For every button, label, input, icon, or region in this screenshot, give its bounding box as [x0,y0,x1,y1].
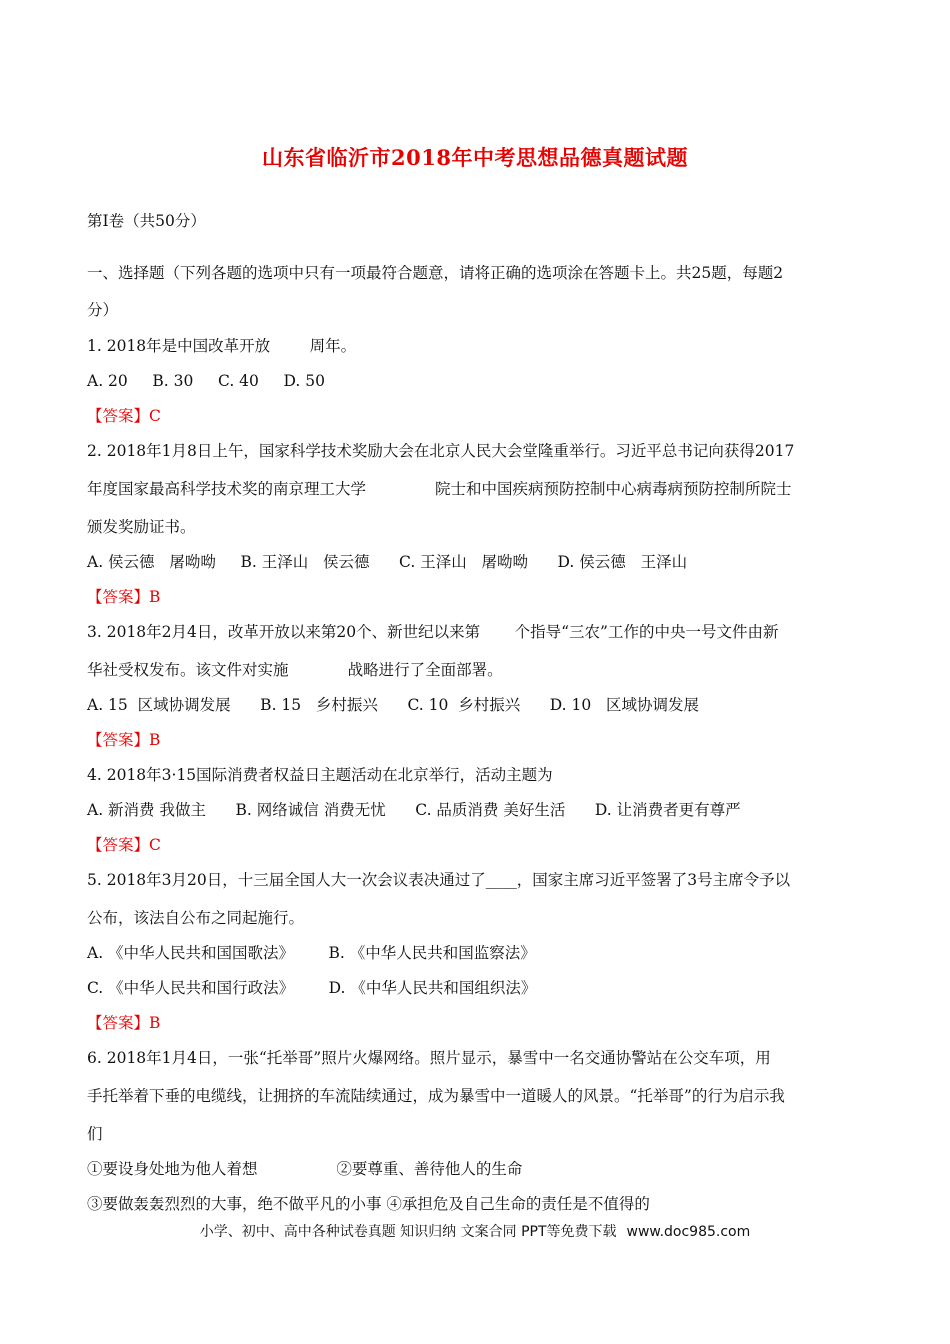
question-5-options: A. 《中华人民共和国国歌法》 B. 《中华人民共和国监察法》 [87,944,536,962]
question-4-options: A. 新消费 我做主 B. 网络诚信 消费无忧 C. 品质消费 美好生活 D. 让消费者更有尊严 [87,801,741,819]
question-5-answer: 【答案】B [87,1014,161,1032]
question-6-statements: ③要做轰轰烈烈的大事，绝不做平凡的小事 ④承担危及自己生命的责任是不值得的 [87,1195,650,1213]
question-1-answer: 【答案】C [87,407,161,425]
question-6-text: 6. 2018年1月4日，一张“托举哥”照片火爆网络。照片显示，暴雪中一名交通协警站在公交车项，用 [87,1049,771,1067]
question-6-text: 们 [87,1125,103,1143]
page-footer [0,1221,950,1241]
question-6-text: 手托举着下垂的电缆线，让拥挤的车流陆续通过，成为暴雪中一道暖人的风景。“托举哥”的行为启示我 [87,1087,785,1105]
footer-text: 小学、初中、高中各种试卷真题 知识归纳 文案合同 PPT等免费下载 [199,1224,617,1240]
section-header: 第Ⅰ卷（共50分） [87,212,206,230]
question-3-text: 3. 2018年2月4日，改革开放以来第20个、新世纪以来第 个指导“三农”工作的中央一号文件由新 [87,623,779,641]
question-5-text: 5. 2018年3月20日，十三届全国人大一次会议表决通过了____，国家主席习近平签署了3号主席令予以 [87,871,791,889]
question-2-answer: 【答案】B [87,588,161,606]
part-instruction-cont: 分） [87,301,119,319]
question-3-answer: 【答案】B [87,731,161,749]
page-title: 山东省临沂市2018年中考思想品德真题试题 [262,145,688,170]
question-2-text: 年度国家最高科学技术奖的南京理工大学 院士和中国疾病预防控制中心病毒病预防控制所院士 [87,480,792,498]
question-6-statements: ①要设身处地为他人着想 ②要尊重、善待他人的生命 [87,1160,523,1178]
question-1-text: 1. 2018年是中国改革开放 周年。 [87,337,357,355]
question-5-options: C. 《中华人民共和国行政法》 D. 《中华人民共和国组织法》 [87,979,537,997]
question-2-text: 2. 2018年1月8日上午，国家科学技术奖励大会在北京人民大会堂隆重举行。习近平总书记向获得2017 [87,442,795,460]
part-instruction: 一、选择题（下列各题的选项中只有一项最符合题意，请将正确的选项涂在答题卡上。共25题，每题2 [87,264,784,282]
question-5-text: 公布，该法自公布之同起施行。 [87,909,305,927]
question-2-text: 颁发奖励证书。 [87,518,196,536]
question-3-text: 华社受权发布。该文件对实施 战略进行了全面部署。 [87,661,503,679]
footer-url[interactable]: www.doc985.com [626,1224,751,1240]
question-1-options: A. 20 B. 30 C. 40 D. 50 [87,372,325,390]
question-4-text: 4. 2018年3·15国际消费者权益日主题活动在北京举行，活动主题为 [87,766,553,784]
question-4-answer: 【答案】C [87,836,161,854]
question-3-options: A. 15 区域协调发展 B. 15 乡村振兴 C. 10 乡村振兴 D. 10 区域协调发展 [87,696,700,714]
question-2-options: A. 侯云德 屠呦呦 B. 王泽山 侯云德 C. 王泽山 屠呦呦 D. 侯云德 王泽山 [87,553,688,571]
